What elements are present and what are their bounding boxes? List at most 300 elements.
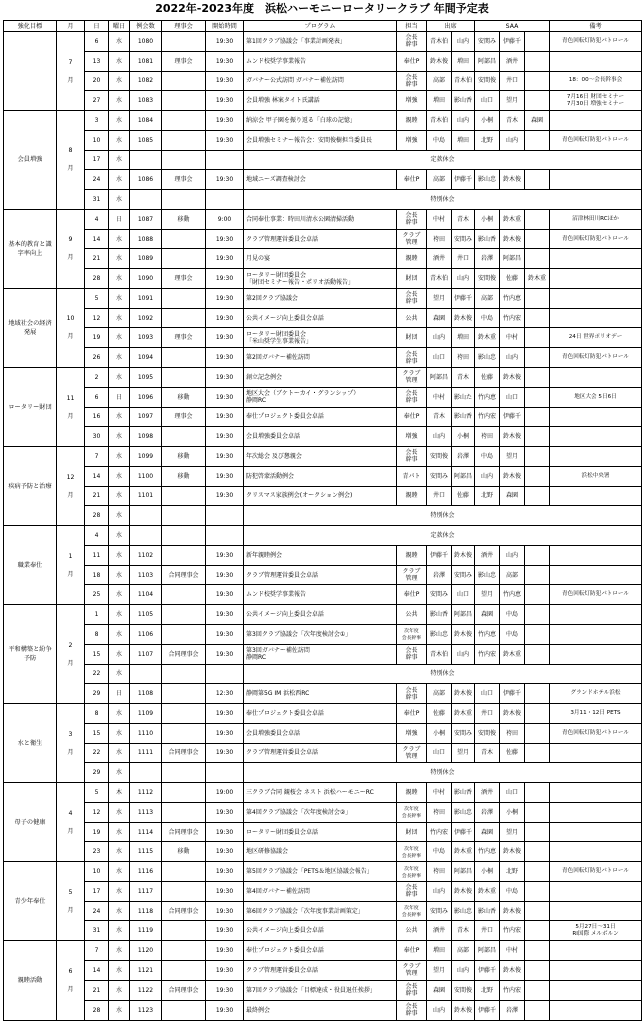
remarks-cell (550, 288, 642, 308)
saa-cell: 山口 (475, 91, 500, 111)
board-cell (162, 130, 206, 150)
program-cell: ガバナー公式訪問 ガバナー補佐訪問 (244, 71, 397, 91)
special-holiday-cell: 特別休会 (244, 190, 642, 210)
saa-cell: 中島 (500, 881, 525, 901)
weekday-cell: 水 (109, 624, 130, 644)
day-cell: 13 (85, 51, 109, 71)
weekday-cell: 日 (109, 387, 130, 407)
saa-cell: 小桐 (500, 802, 525, 822)
board-cell (162, 91, 206, 111)
attendance-cell: 山内 (452, 269, 475, 289)
month-cell: 2 月 (57, 605, 85, 704)
attendance-cell: 鈴木俊 (452, 881, 475, 901)
meeting-no-cell: 1096 (130, 387, 162, 407)
saa-cell: 伊藤千 (500, 407, 525, 427)
saa-cell: 影山忠 (475, 565, 500, 585)
saa-cell (525, 447, 550, 467)
start-time-cell: 19:30 (206, 348, 244, 368)
attendance-cell: 阿部昌 (452, 466, 475, 486)
meeting-no-cell: 1109 (130, 704, 162, 724)
owner-cell: 公共 (397, 308, 427, 328)
table-row (4, 269, 642, 289)
saa-cell: 森園 (475, 605, 500, 625)
board-cell: 合同理事会 (162, 822, 206, 842)
board-cell (162, 427, 206, 447)
attendance-cell: 鈴木俊 (452, 308, 475, 328)
day-cell: 10 (85, 130, 109, 150)
board-cell (162, 506, 206, 526)
saa-cell (525, 249, 550, 269)
start-time-cell: 19:30 (206, 901, 244, 921)
weekday-cell: 水 (109, 249, 130, 269)
meeting-no-cell: 1080 (130, 32, 162, 52)
saa-cell: 鈴木俊 (500, 170, 525, 190)
table-row (4, 170, 642, 190)
start-time-cell: 19:30 (206, 288, 244, 308)
saa-cell: 青木 (475, 743, 500, 763)
attendance-cell: 山内 (427, 427, 452, 447)
program-cell: 会員増強委員会卓話 (244, 427, 397, 447)
saa-cell (525, 980, 550, 1000)
owner-cell: 増強 (397, 723, 427, 743)
table-row (4, 664, 642, 684)
start-time-cell: 19:00 (206, 783, 244, 803)
saa-cell: 佐藤 (475, 368, 500, 388)
month-cell: 10 月 (57, 288, 85, 367)
owner-cell: 会長 幹事 (397, 684, 427, 704)
attendance-cell: 影山た (452, 387, 475, 407)
saa-cell (525, 644, 550, 664)
program-cell: 第2回クラブ協議会 (244, 288, 397, 308)
weekday-cell: 水 (109, 150, 130, 170)
weekday-cell: 水 (109, 328, 130, 348)
remarks-cell (550, 368, 642, 388)
saa-cell: 中村 (500, 328, 525, 348)
saa-cell: 鈴木俊 (500, 960, 525, 980)
saa-cell (525, 565, 550, 585)
saa-cell (525, 328, 550, 348)
meeting-no-cell: 1099 (130, 447, 162, 467)
meeting-no-cell: 1115 (130, 842, 162, 862)
weekday-cell: 水 (109, 486, 130, 506)
goal-cell: 基本的教育と識字率向上 (4, 209, 57, 288)
owner-cell: 次年度 会長幹事 (397, 862, 427, 882)
owner-cell: 親睦 (397, 486, 427, 506)
attendance-cell: 鈴木俊 (452, 545, 475, 565)
program-cell: 奉仕プロジェクト委員会卓話 (244, 941, 397, 961)
attendance-cell: 山内 (427, 1000, 452, 1020)
start-time-cell (206, 763, 244, 783)
day-cell: 12 (85, 802, 109, 822)
start-time-cell (206, 190, 244, 210)
saa-cell: 望月 (500, 822, 525, 842)
attendance-cell: 鈴木俊 (452, 624, 475, 644)
saa-cell: 鈴木俊 (500, 704, 525, 724)
meeting-no-cell: 1102 (130, 545, 162, 565)
start-time-cell: 12:30 (206, 684, 244, 704)
saa-cell (525, 91, 550, 111)
board-cell: 移動 (162, 447, 206, 467)
start-time-cell: 19:30 (206, 624, 244, 644)
meeting-no-cell: 1101 (130, 486, 162, 506)
attendance-cell: 青木伯 (452, 71, 475, 91)
weekday-cell: 水 (109, 704, 130, 724)
attendance-cell: 中村 (427, 783, 452, 803)
attendance-cell: 酒井 (427, 921, 452, 941)
attendance-cell: 高部 (427, 170, 452, 190)
attendance-cell: 伊藤千 (452, 170, 475, 190)
owner-cell: 奉仕P (397, 704, 427, 724)
attendance-cell: 山口 (452, 585, 475, 605)
board-cell (162, 941, 206, 961)
day-cell: 8 (85, 624, 109, 644)
owner-cell: クラブ 管理 (397, 229, 427, 249)
attendance-cell: 影山忠 (452, 802, 475, 822)
saa-cell: 北野 (475, 486, 500, 506)
saa-cell (525, 308, 550, 328)
attendance-cell: 小桐 (427, 723, 452, 743)
day-cell: 6 (85, 32, 109, 52)
table-row (4, 249, 642, 269)
day-cell: 19 (85, 328, 109, 348)
table-row (4, 862, 642, 882)
month-cell: 5 月 (57, 862, 85, 941)
saa-cell: 小桐 (475, 209, 500, 229)
saa-cell: 山口 (500, 783, 525, 803)
remarks-cell (550, 170, 642, 190)
attendance-cell: 望月 (427, 288, 452, 308)
month-cell: 4 月 (57, 783, 85, 862)
owner-cell: 会長 幹事 (397, 348, 427, 368)
saa-cell: 影山忠 (475, 170, 500, 190)
saa-cell: 伊藤千 (500, 684, 525, 704)
owner-cell: 次年度 会長幹事 (397, 624, 427, 644)
attendance-cell: 影山香 (452, 783, 475, 803)
table-row (4, 91, 642, 111)
program-cell: 会員増強委員会卓話 (244, 723, 397, 743)
attendance-cell: 青木伯 (427, 32, 452, 52)
remarks-cell (550, 624, 642, 644)
saa-cell: 袴田 (475, 427, 500, 447)
schedule-body (4, 32, 642, 1021)
attendance-cell: 山口 (427, 743, 452, 763)
start-time-cell: 19:30 (206, 565, 244, 585)
saa-cell (525, 51, 550, 71)
program-cell: 奉仕プロジェクト委員会卓話 (244, 704, 397, 724)
saa-cell: 小桐 (475, 111, 500, 131)
board-cell: 移動 (162, 842, 206, 862)
program-cell: 地区大会（ブケトーカイ・グランシップ） 静岡RC (244, 387, 397, 407)
program-cell: クラブ管理運営委員会卓話 (244, 229, 397, 249)
remarks-cell (550, 565, 642, 585)
attendance-cell: 小桐 (452, 427, 475, 447)
remarks-cell (550, 901, 642, 921)
saa-cell: 小桐 (475, 862, 500, 882)
start-time-cell: 19:30 (206, 802, 244, 822)
board-cell: 合同理事会 (162, 743, 206, 763)
table-row (4, 348, 642, 368)
program-cell: クリスマス家族例会(オークション例会) (244, 486, 397, 506)
day-cell: 15 (85, 644, 109, 664)
meeting-no-cell: 1085 (130, 130, 162, 150)
remarks-cell (550, 447, 642, 467)
saa-cell: 山内 (500, 348, 525, 368)
owner-cell: 公共 (397, 921, 427, 941)
board-cell: 合同理事会 (162, 901, 206, 921)
saa-cell (525, 901, 550, 921)
table-row (4, 71, 642, 91)
attendance-cell: 青木 (427, 407, 452, 427)
table-row (4, 209, 642, 229)
schedule-table (3, 20, 642, 1021)
attendance-cell: 岩澤 (427, 565, 452, 585)
owner-cell: 財団 (397, 269, 427, 289)
start-time-cell: 19:30 (206, 822, 244, 842)
board-cell (162, 348, 206, 368)
board-cell (162, 111, 206, 131)
day-cell: 20 (85, 71, 109, 91)
program-cell: 防犯啓蒙活動例会 (244, 466, 397, 486)
remarks-cell (550, 407, 642, 427)
saa-cell (525, 387, 550, 407)
day-cell: 5 (85, 288, 109, 308)
owner-cell: 青パト (397, 466, 427, 486)
start-time-cell: 19:30 (206, 308, 244, 328)
saa-cell: 影山香 (475, 229, 500, 249)
weekday-cell: 日 (109, 684, 130, 704)
day-cell: 25 (85, 585, 109, 605)
remarks-cell (550, 605, 642, 625)
remarks-cell (550, 842, 642, 862)
weekday-cell: 水 (109, 585, 130, 605)
board-cell (162, 229, 206, 249)
goal-cell: 母子の健康 (4, 783, 57, 862)
program-cell: 合同奉仕事業：時田川清水公園清掃活動 (244, 209, 397, 229)
owner-cell: 次年度 会長幹事 (397, 901, 427, 921)
attendance-cell: 高部 (427, 684, 452, 704)
program-cell: 公共イメージ向上委員会卓話 (244, 921, 397, 941)
attendance-cell: 井口 (452, 249, 475, 269)
attendance-cell: 山内 (452, 111, 475, 131)
remarks-cell: 青色回転灯防犯パトロール (550, 723, 642, 743)
attendance-cell: 青木伯 (427, 644, 452, 664)
weekday-cell: 木 (109, 783, 130, 803)
weekday-cell: 水 (109, 644, 130, 664)
attendance-cell: 増田 (452, 130, 475, 150)
saa-cell: 鈴木重 (500, 644, 525, 664)
attendance-cell: 安間み (452, 565, 475, 585)
saa-cell: 中村 (500, 941, 525, 961)
saa-cell: 中島 (475, 447, 500, 467)
goal-cell: 地域社会の経済発展 (4, 288, 57, 367)
board-cell (162, 288, 206, 308)
meeting-no-cell: 1103 (130, 565, 162, 585)
start-time-cell: 19:30 (206, 941, 244, 961)
board-cell (162, 881, 206, 901)
remarks-cell: 青色回転灯防犯パトロール (550, 348, 642, 368)
attendance-cell: 鈴木俊 (427, 51, 452, 71)
program-cell: 会員増強 林案タイト氏講話 (244, 91, 397, 111)
goal-cell: 青少年奉仕 (4, 862, 57, 941)
day-cell: 29 (85, 763, 109, 783)
start-time-cell: 19:30 (206, 644, 244, 664)
attendance-cell: 森園 (427, 308, 452, 328)
table-row (4, 624, 642, 644)
weekday-cell: 水 (109, 229, 130, 249)
day-cell: 2 (85, 368, 109, 388)
saa-cell: 竹内恵 (500, 288, 525, 308)
special-holiday-cell: 定款休会 (244, 150, 642, 170)
start-time-cell: 19:30 (206, 881, 244, 901)
owner-cell: 会長 幹事 (397, 288, 427, 308)
attendance-cell: 山内 (427, 328, 452, 348)
weekday-cell: 水 (109, 506, 130, 526)
owner-cell: 会長 幹事 (397, 387, 427, 407)
table-row (4, 190, 642, 210)
saa-cell (525, 802, 550, 822)
owner-cell: 奉仕P (397, 51, 427, 71)
program-cell: 静岡第5G IM 浜松西RC (244, 684, 397, 704)
weekday-cell: 水 (109, 723, 130, 743)
meeting-no-cell: 1108 (130, 684, 162, 704)
program-cell: 第4回ガバナー補佐訪問 (244, 881, 397, 901)
meeting-no-cell: 1081 (130, 51, 162, 71)
attendance-cell: 中村 (427, 209, 452, 229)
header-board: 理事会 (162, 21, 206, 32)
saa-cell (525, 624, 550, 644)
remarks-cell: 3月11・12日 PETS (550, 704, 642, 724)
program-cell: ロータリー財団委員会 「米山奨学生事業報告」 (244, 328, 397, 348)
meeting-no-cell: 1091 (130, 288, 162, 308)
day-cell: 29 (85, 684, 109, 704)
start-time-cell: 19:30 (206, 51, 244, 71)
start-time-cell (206, 150, 244, 170)
saa-cell: 山口 (500, 387, 525, 407)
remarks-cell: 青色回転灯防犯パトロール (550, 32, 642, 52)
meeting-no-cell: 1119 (130, 921, 162, 941)
board-cell (162, 960, 206, 980)
table-row (4, 506, 642, 526)
attendance-cell: 青木 (452, 368, 475, 388)
remarks-cell: 青色回転灯防犯パトロール (550, 585, 642, 605)
program-cell: ロータリー財団委員会卓話 (244, 822, 397, 842)
owner-cell: 次年度 会長幹事 (397, 802, 427, 822)
day-cell: 28 (85, 269, 109, 289)
table-row (4, 130, 642, 150)
weekday-cell: 水 (109, 802, 130, 822)
day-cell: 17 (85, 881, 109, 901)
day-cell: 8 (85, 704, 109, 724)
saa-cell: 鈴木俊 (500, 901, 525, 921)
saa-cell: 鈴木俊 (500, 466, 525, 486)
weekday-cell: 水 (109, 980, 130, 1000)
program-cell: ムンド校奨学事業報告 (244, 51, 397, 71)
attendance-cell: 増田 (427, 91, 452, 111)
special-holiday-cell: 特別休会 (244, 664, 642, 684)
board-cell: 理事会 (162, 269, 206, 289)
owner-cell: 次年度 会長幹事 (397, 842, 427, 862)
table-row (4, 486, 642, 506)
saa-cell: 竹内恵 (475, 624, 500, 644)
meeting-no-cell: 1123 (130, 1000, 162, 1020)
weekday-cell: 水 (109, 190, 130, 210)
remarks-cell: 5月27日～31日 RI国際 メルボルン (550, 921, 642, 941)
saa-cell (525, 229, 550, 249)
weekday-cell: 水 (109, 32, 130, 52)
day-cell: 12 (85, 308, 109, 328)
goal-cell: 職業奉仕 (4, 526, 57, 605)
table-row (4, 743, 642, 763)
owner-cell: 増強 (397, 91, 427, 111)
start-time-cell: 19:30 (206, 704, 244, 724)
day-cell: 21 (85, 486, 109, 506)
remarks-cell: 青色回転灯防犯パトロール (550, 862, 642, 882)
remarks-cell (550, 486, 642, 506)
meeting-no-cell: 1100 (130, 466, 162, 486)
header-day: 日 (85, 21, 109, 32)
meeting-no-cell: 1116 (130, 862, 162, 882)
remarks-cell (550, 111, 642, 131)
day-cell: 19 (85, 822, 109, 842)
board-cell (162, 921, 206, 941)
day-cell: 31 (85, 921, 109, 941)
start-time-cell: 9:00 (206, 209, 244, 229)
header-program: プログラム (244, 21, 397, 32)
attendance-cell: 山内 (427, 881, 452, 901)
weekday-cell: 水 (109, 288, 130, 308)
table-row (4, 684, 642, 704)
owner-cell: 奉仕P (397, 170, 427, 190)
attendance-cell: 伊藤千 (452, 822, 475, 842)
weekday-cell: 水 (109, 407, 130, 427)
attendance-cell: 安間み (427, 466, 452, 486)
start-time-cell: 19:30 (206, 466, 244, 486)
saa-cell: 竹内恵 (475, 387, 500, 407)
table-row (4, 447, 642, 467)
attendance-cell: 岩澤 (452, 447, 475, 467)
day-cell: 1 (85, 605, 109, 625)
start-time-cell: 19:30 (206, 723, 244, 743)
attendance-cell: 袴田 (427, 862, 452, 882)
program-cell: 最終例会 (244, 1000, 397, 1020)
start-time-cell: 19:30 (206, 229, 244, 249)
program-cell: 地区研修協議会 (244, 842, 397, 862)
board-cell (162, 249, 206, 269)
saa-cell: 青木 (500, 111, 525, 131)
saa-cell: 望月 (475, 585, 500, 605)
weekday-cell: 水 (109, 822, 130, 842)
day-cell: 14 (85, 960, 109, 980)
remarks-cell (550, 980, 642, 1000)
saa-cell (525, 941, 550, 961)
remarks-cell: 18：00～会長幹事会 (550, 71, 642, 91)
table-row (4, 644, 642, 664)
saa-cell: 森園 (525, 111, 550, 131)
table-row (4, 328, 642, 348)
attendance-cell: 安間み (452, 723, 475, 743)
meeting-no-cell (130, 763, 162, 783)
saa-cell: 酒井 (475, 545, 500, 565)
start-time-cell: 19:30 (206, 605, 244, 625)
header-month: 月 (57, 21, 85, 32)
saa-cell: 安間俊 (475, 71, 500, 91)
header-meeting-no: 例会数 (130, 21, 162, 32)
board-cell (162, 526, 206, 546)
owner-cell: 財団 (397, 328, 427, 348)
remarks-cell: 地区大会 5日6日 (550, 387, 642, 407)
saa-cell: 鈴木重 (475, 328, 500, 348)
goal-cell (4, 32, 57, 111)
